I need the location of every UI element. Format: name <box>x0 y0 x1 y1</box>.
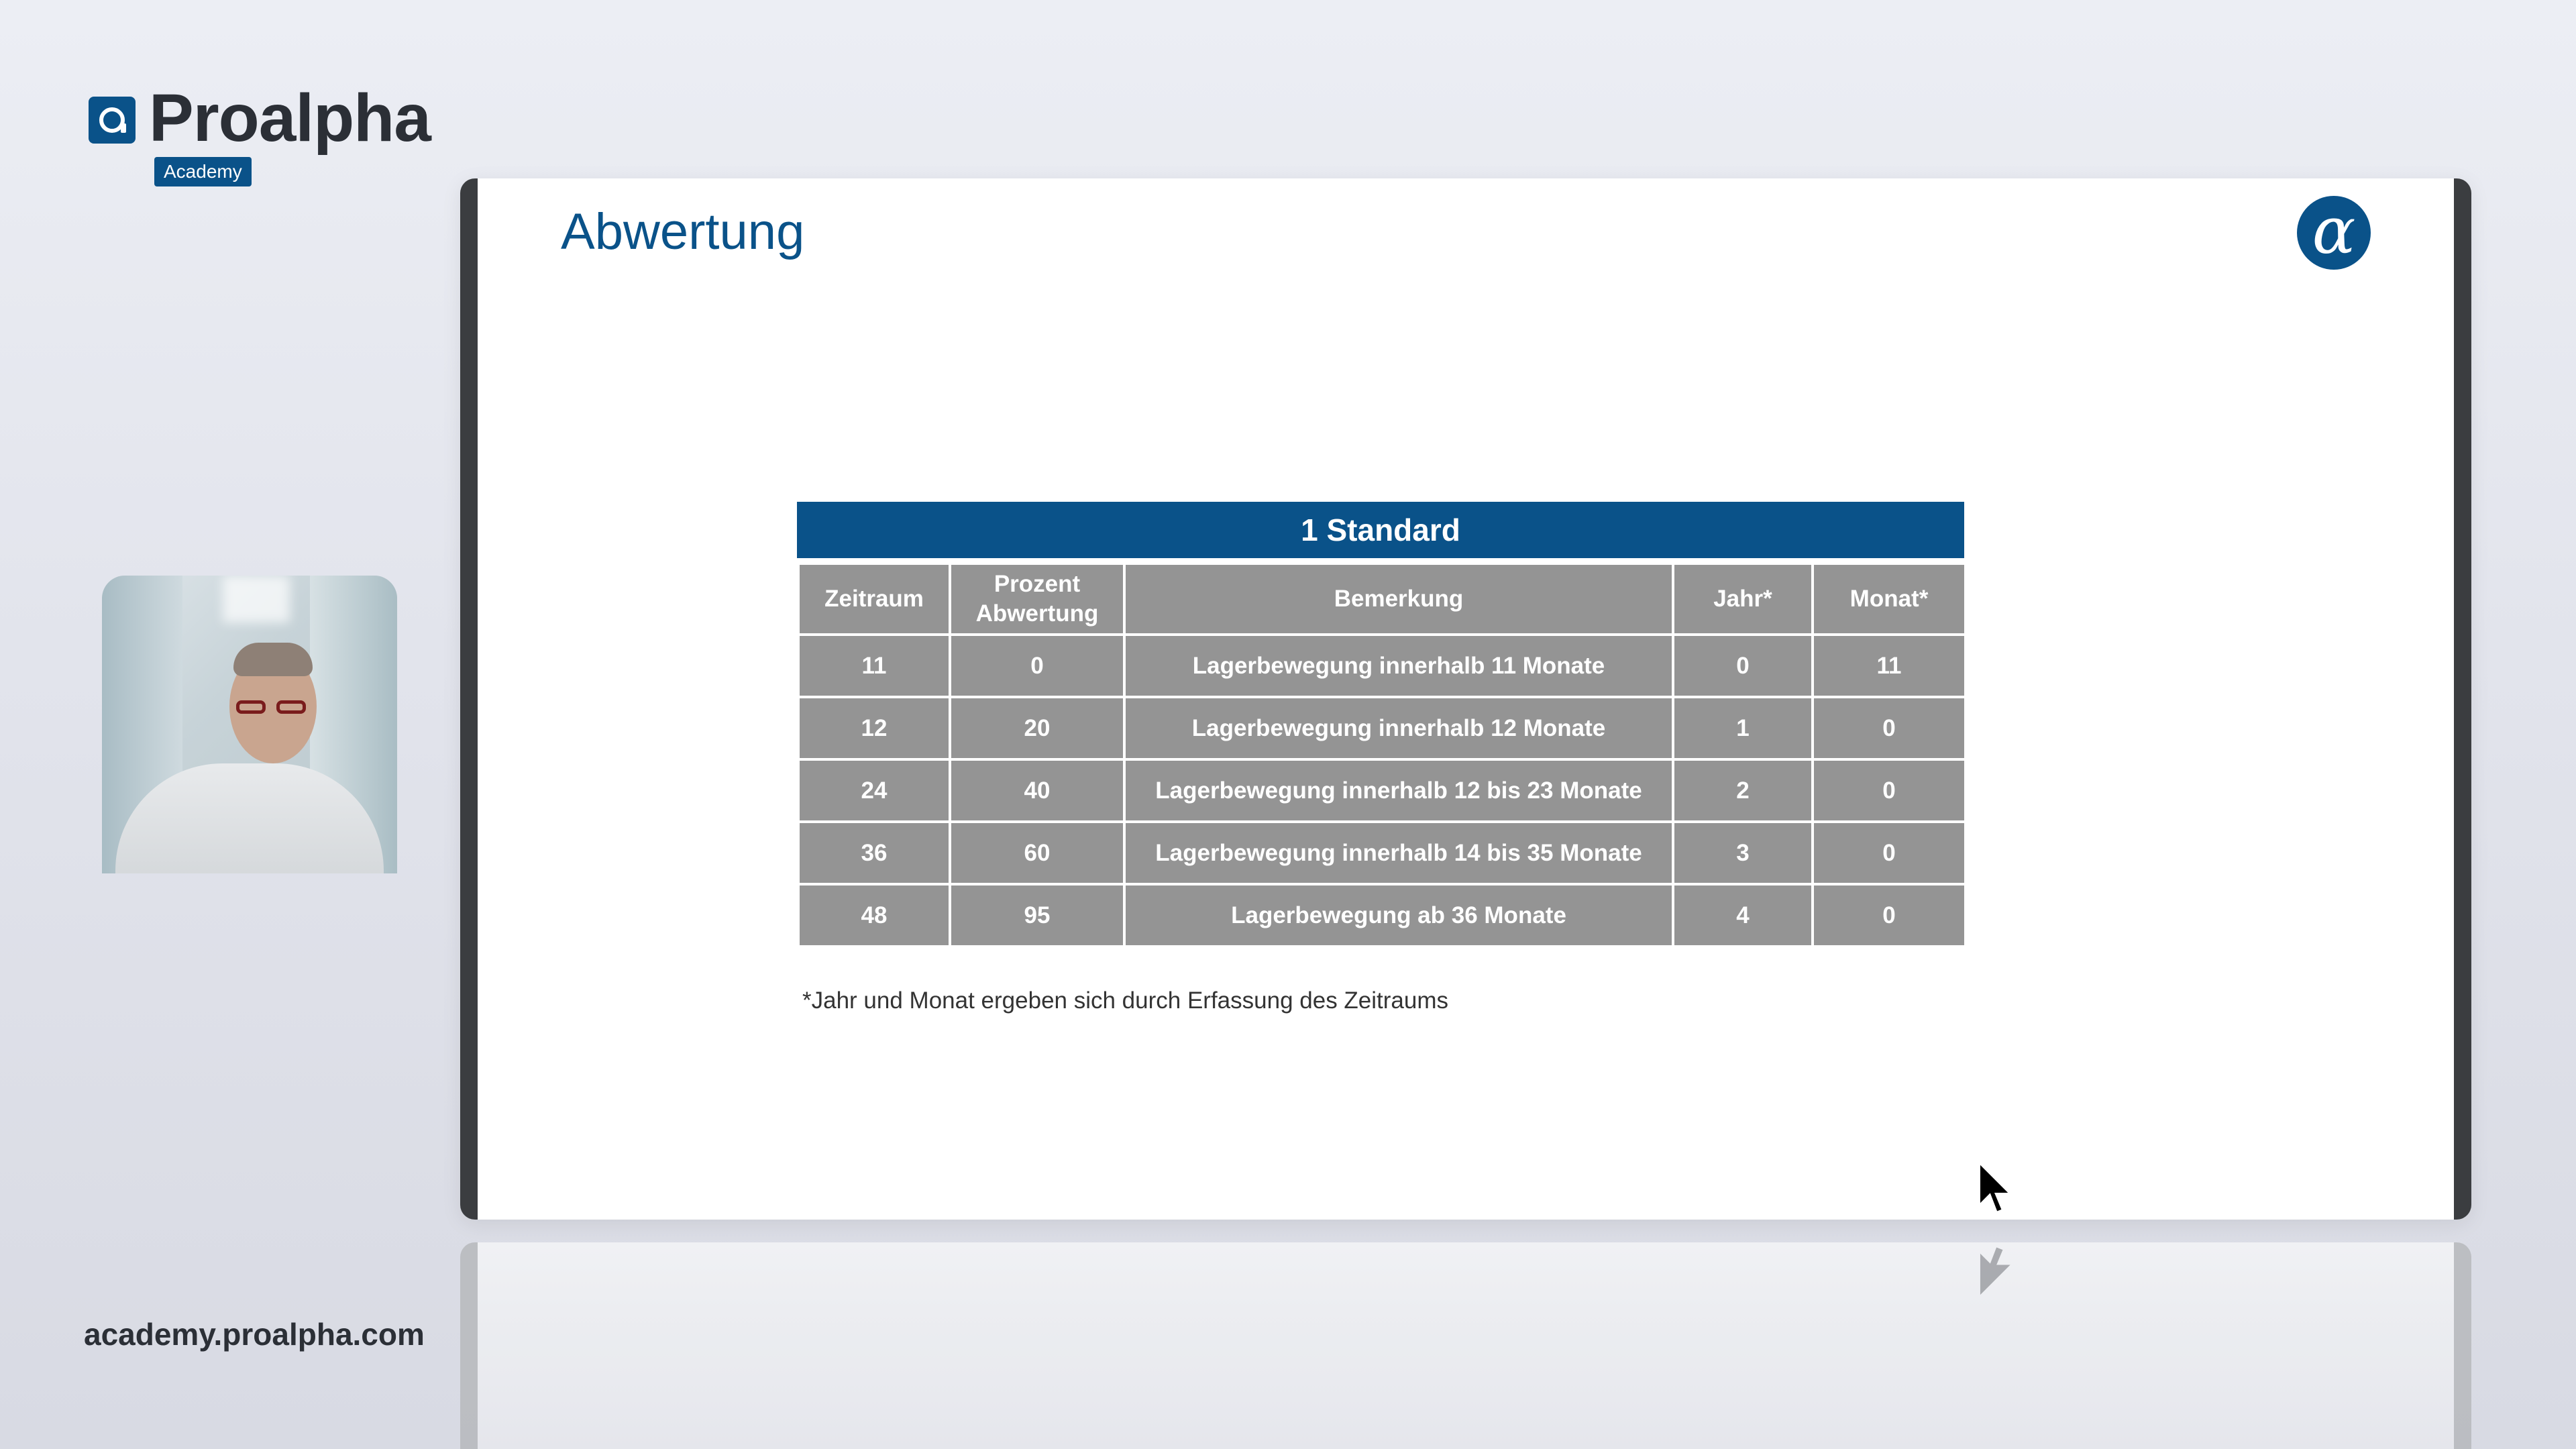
table-header-row <box>798 564 1966 635</box>
slide-title: Abwertung <box>561 203 805 260</box>
cell-monat: 11 <box>1813 635 1966 697</box>
cell-monat: 0 <box>1813 697 1966 759</box>
academy-badge: Academy <box>154 157 252 186</box>
mouse-pointer-icon <box>1978 1161 2018 1218</box>
alpha-logo-icon: α <box>2297 196 2371 270</box>
table-row <box>798 697 1966 759</box>
cell-jahr: 1 <box>1673 697 1813 759</box>
cell-jahr: 2 <box>1673 759 1813 822</box>
table <box>797 562 1967 948</box>
cell-bemerkung: Lagerbewegung ab 36 Monate <box>1124 884 1673 947</box>
col-header-zeitraum: Zeitraum <box>798 564 950 635</box>
cell-bemerkung: Lagerbewegung innerhalb 11 Monate <box>1124 635 1673 697</box>
slide-reflection <box>460 1242 2471 1449</box>
table-title: 1 Standard <box>797 502 1964 558</box>
cell-bemerkung: Lagerbewegung innerhalb 14 bis 35 Monate <box>1124 822 1673 884</box>
cell-jahr: 0 <box>1673 635 1813 697</box>
cell-zeitraum: 12 <box>798 697 950 759</box>
depreciation-table <box>797 502 1964 948</box>
col-header-jahr: Jahr* <box>1673 564 1813 635</box>
mouse-pointer-reflection-icon <box>1978 1242 2018 1296</box>
presentation-slide <box>460 178 2471 1220</box>
cell-prozent: 60 <box>950 822 1124 884</box>
col-header-prozent: Prozent Abwertung <box>950 564 1124 635</box>
cell-bemerkung: Lagerbewegung innerhalb 12 bis 23 Monate <box>1124 759 1673 822</box>
table-row <box>798 822 1966 884</box>
table-row <box>798 759 1966 822</box>
col-header-monat: Monat* <box>1813 564 1966 635</box>
proalpha-logo <box>89 80 437 196</box>
cell-zeitraum: 36 <box>798 822 950 884</box>
academy-url[interactable]: academy.proalpha.com <box>84 1317 425 1352</box>
col-header-bemerkung: Bemerkung <box>1124 564 1673 635</box>
presenter-video <box>102 576 397 873</box>
brand-name: Proalpha <box>149 80 431 156</box>
cell-jahr: 4 <box>1673 884 1813 947</box>
cell-monat: 0 <box>1813 759 1966 822</box>
cell-prozent: 40 <box>950 759 1124 822</box>
cell-zeitraum: 24 <box>798 759 950 822</box>
cell-monat: 0 <box>1813 884 1966 947</box>
cell-prozent: 95 <box>950 884 1124 947</box>
cell-zeitraum: 48 <box>798 884 950 947</box>
table-footnote: *Jahr und Monat ergeben sich durch Erfassung des Zeitraums <box>802 987 1449 1014</box>
cell-prozent: 20 <box>950 697 1124 759</box>
table-row <box>798 884 1966 947</box>
cell-monat: 0 <box>1813 822 1966 884</box>
cell-zeitraum: 11 <box>798 635 950 697</box>
table-row <box>798 635 1966 697</box>
proalpha-mark-icon <box>89 97 136 144</box>
cell-bemerkung: Lagerbewegung innerhalb 12 Monate <box>1124 697 1673 759</box>
cell-jahr: 3 <box>1673 822 1813 884</box>
cell-prozent: 0 <box>950 635 1124 697</box>
